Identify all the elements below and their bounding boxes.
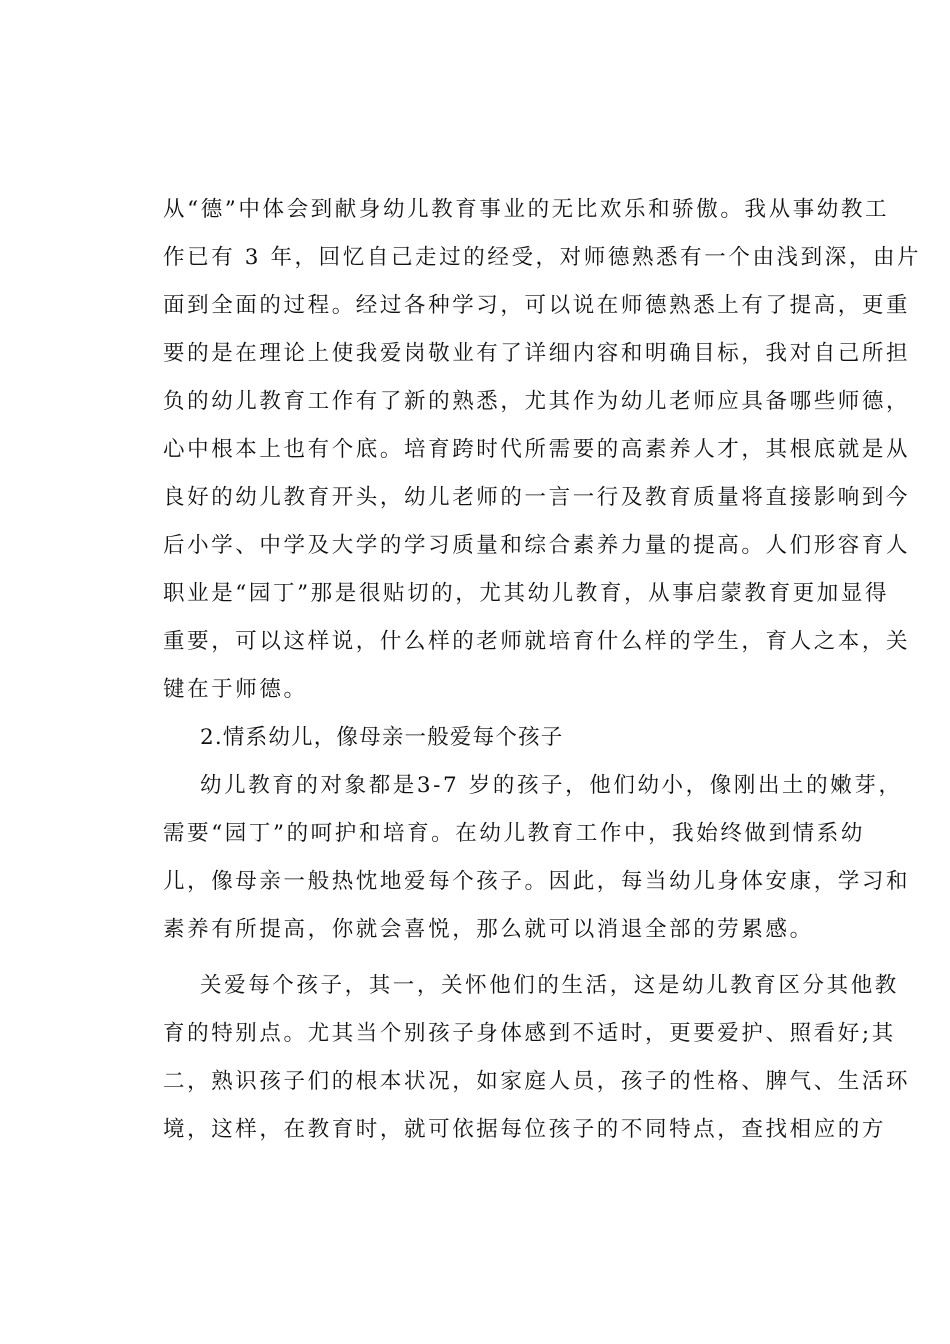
text-line: 面到全面的过程。经过各种学习，可以说在师德熟悉上有了提高，更重 bbox=[163, 293, 911, 318]
text-line: 育的特别点。尤其当个别孩子身体感到不适时，更要爱护、照看好;其 bbox=[163, 1021, 896, 1046]
text-line: 儿，像母亲一般热忱地爱每个孩子。因此，每当幼儿身体安康，学习和 bbox=[163, 869, 911, 894]
text-line: 幼儿教育的对象都是3-7 岁的孩子，他们幼小，像刚出土的嫩芽， bbox=[200, 773, 903, 798]
text-line: 需要“园丁”的呵护和培育。在幼儿教育工作中，我始终做到情系幼 bbox=[163, 821, 865, 846]
text-line: 键在于师德。 bbox=[163, 677, 308, 702]
text-line: 二，熟识孩子们的根本状况，如家庭人员，孩子的性格、脾气、生活环 bbox=[163, 1069, 911, 1094]
text-line: 职业是“园丁”那是很贴切的，尤其幼儿教育，从事启蒙教育更加显得 bbox=[163, 581, 890, 606]
text-line: 关爱每个孩子，其一，关怀他们的生活，这是幼儿教育区分其他教 bbox=[200, 973, 899, 998]
section-heading: 2.情系幼儿，像母亲一般爱每个孩子 bbox=[200, 725, 564, 750]
text-line: 素养有所提高，你就会喜悦，那么就可以消退全部的劳累感。 bbox=[163, 917, 814, 942]
text-line: 后小学、中学及大学的学习质量和综合素养力量的提高。人们形容育人 bbox=[163, 533, 911, 558]
text-line: 境，这样，在教育时，就可依据每位孩子的不同特点，查找相应的方 bbox=[163, 1117, 887, 1142]
text-line: 从“德”中体会到献身幼儿教育事业的无比欢乐和骄傲。我从事幼教工 bbox=[163, 197, 890, 222]
text-line: 负的幼儿教育工作有了新的熟悉，尤其作为幼儿老师应具备哪些师德， bbox=[163, 389, 911, 414]
text-line: 要的是在理论上使我爱岗敬业有了详细内容和明确目标，我对自己所担 bbox=[163, 341, 911, 366]
text-line: 重要，可以这样说，什么样的老师就培育什么样的学生，育人之本，关 bbox=[163, 629, 911, 654]
text-line: 作已有 3 年，回忆自己走过的经受，对师德熟悉有一个由浅到深，由片 bbox=[163, 245, 922, 270]
text-line: 良好的幼儿教育开头，幼儿老师的一言一行及教育质量将直接影响到今 bbox=[163, 485, 911, 510]
text-line: 心中根本上也有个底。培育跨时代所需要的高素养人才，其根底就是从 bbox=[163, 437, 911, 462]
